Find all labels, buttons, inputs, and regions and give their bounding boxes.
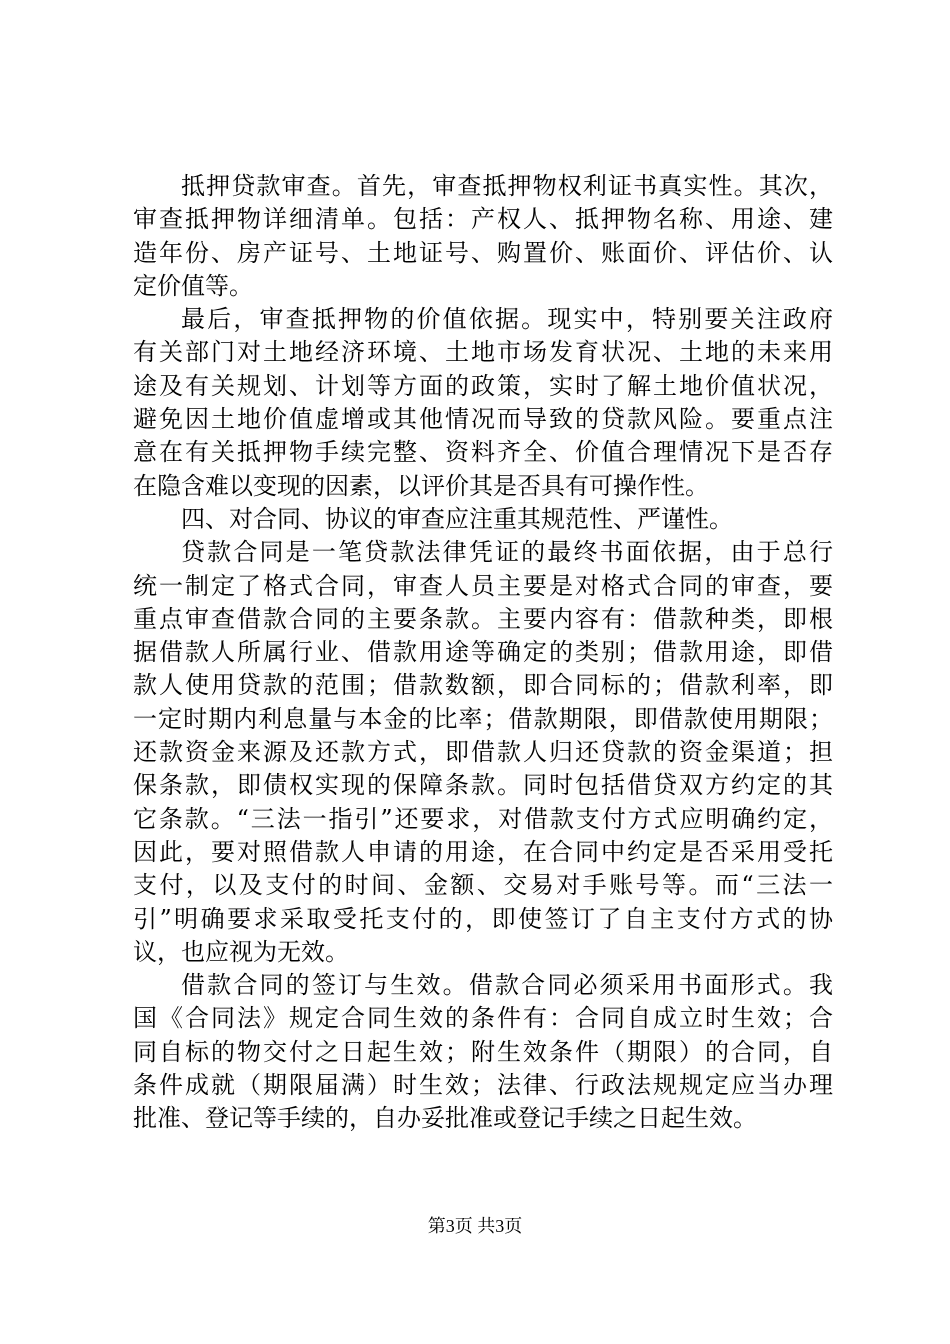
page-footer: 第3页 共3页 — [427, 1216, 523, 1236]
text-line: 贷款合同是一笔贷款法律凭证的最终书面依据，由于总行 — [181, 538, 833, 567]
text-line: 条件成就（期限届满）时生效；法律、行政法规规定应当办理 — [133, 1071, 833, 1100]
text-line: 定价值等。 — [133, 271, 253, 300]
text-line: 引”明确要求采取受托支付的，即使签订了自主支付方式的协 — [133, 904, 833, 933]
text-line: 保条款，即债权实现的保障条款。同时包括借贷双方约定的其 — [133, 771, 833, 800]
text-line: 因此，要对照借款人申请的用途，在合同中约定是否采用受托 — [133, 837, 833, 866]
text-line: 还款资金来源及还款方式，即借款人归还贷款的资金渠道；担 — [133, 738, 833, 767]
text-line: 款人使用贷款的范围；借款数额，即合同标的；借款利率，即 — [133, 671, 833, 700]
text-line: 最后，审查抵押物的价值依据。现实中，特别要关注政府 — [181, 305, 833, 334]
text-line: 统一制定了格式合同，审查人员主要是对格式合同的审查，要 — [133, 571, 833, 600]
text-line: 支付，以及支付的时间、金额、交易对手账号等。而“三法一 — [133, 871, 833, 900]
text-line: 意在有关抵押物手续完整、资料齐全、价值合理情况下是否存 — [133, 438, 833, 467]
text-line: 据借款人所属行业、借款用途等确定的类别；借款用途，即借 — [133, 638, 833, 667]
text-line: 审查抵押物详细清单。包括：产权人、抵押物名称、用途、建 — [133, 205, 833, 234]
text-line: 一定时期内利息量与本金的比率；借款期限，即借款使用期限； — [133, 704, 833, 733]
text-line: 批准、登记等手续的，自办妥批准或登记手续之日起生效。 — [133, 1104, 757, 1133]
text-line: 在隐含难以变现的因素，以评价其是否具有可操作性。 — [133, 471, 709, 500]
text-line: 重点审查借款合同的主要条款。主要内容有：借款种类，即根 — [133, 604, 833, 633]
text-line: 抵押贷款审查。首先，审查抵押物权利证书真实性。其次， — [181, 172, 833, 200]
text-line: 同自标的物交付之日起生效；附生效条件（期限）的合同，自 — [133, 1037, 833, 1066]
text-line: 有关部门对土地经济环境、土地市场发育状况、土地的未来用 — [133, 338, 833, 367]
text-line: 四、对合同、协议的审查应注重其规范性、严谨性。 — [181, 504, 733, 533]
text-line: 避免因土地价值虚增或其他情况而导致的贷款风险。要重点注 — [133, 405, 833, 434]
document-body — [133, 170, 833, 1136]
text-line: 议，也应视为无效。 — [133, 937, 349, 966]
text-line: 造年份、房产证号、土地证号、购置价、账面价、评估价、认 — [133, 238, 833, 267]
text-line: 国《合同法》规定合同生效的条件有：合同自成立时生效；合 — [133, 1004, 833, 1033]
text-line: 途及有关规划、计划等方面的政策，实时了解土地价值状况， — [133, 371, 833, 400]
text-line: 借款合同的签订与生效。借款合同必须采用书面形式。我 — [181, 971, 833, 1000]
text-line: 它条款。“三法一指引”还要求，对借款支付方式应明确约定， — [133, 804, 833, 833]
